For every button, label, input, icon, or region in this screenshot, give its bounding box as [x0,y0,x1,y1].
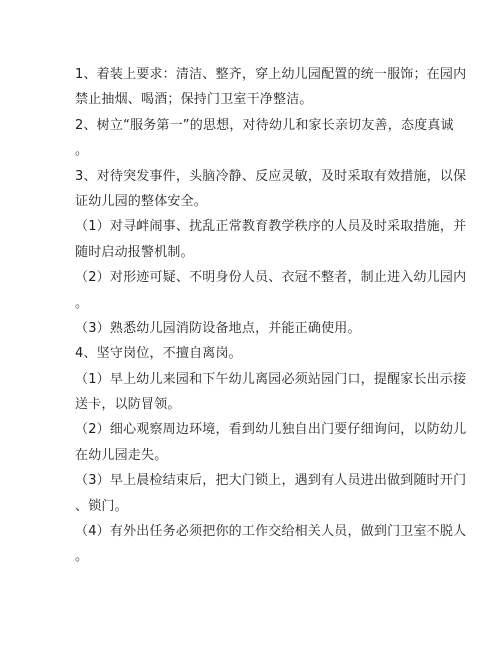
paragraph-4-4 [75,519,467,570]
paragraph-line: 4、坚守岗位，不擅自离岗。 [75,346,242,362]
paragraph-line: （3）早上晨检结束后，把大门锁上，遇到有人员进出做到随时开门 [75,473,467,489]
paragraph-4 [75,341,445,366]
paragraph-3 [75,164,467,215]
paragraph-line: （1）早上幼儿来园和下午幼儿离园必须站园门口，提醒家长出示接 [75,371,467,387]
paragraph-line: 在幼儿园走失。 [75,447,168,463]
paragraph-4-1 [75,367,467,418]
paragraph-line: 3、对待突发事件，头脑冷静、反应灵敏，及时采取有效措施，以保 [75,168,467,184]
paragraph-3-1 [75,214,467,265]
paragraph-line: 送卡，以防冒领。 [75,397,181,413]
paragraph-line: 随时启动报警机制。 [75,244,194,260]
paragraph-line: 。 [75,143,89,159]
paragraph-line: （2）细心观察周边环境，看到幼儿独自出门要仔细询问，以防幼儿 [75,422,467,438]
paragraph-line: （2）对形迹可疑、不明身份人员、衣冠不整者，制止进入幼儿园内 [75,270,467,286]
paragraph-line: 禁止抽烟、喝酒；保持门卫室干净整洁。 [75,92,313,108]
paragraph-3-2 [75,265,467,316]
paragraph-line: （1）对寻衅闹事、扰乱正常教育教学秩序的人员及时采取措施，并 [75,219,467,235]
paragraph-line: （3）熟悉幼儿园消防设备地点，并能正确使用。 [75,320,361,336]
paragraph-1 [75,62,467,113]
paragraph-4-3 [75,468,467,519]
paragraph-line: 。 [75,295,89,311]
paragraph-4-2 [75,417,467,468]
paragraph-line: 、锁门。 [75,498,128,514]
paragraph-line: （4）有外出任务必须把你的工作交给相关人员，做到门卫室不脱人 [75,524,467,540]
document-body [75,62,467,570]
paragraph-line: 证幼儿园的整体安全。 [75,193,208,209]
paragraph-line: 2、树立“服务第一”的思想，对待幼儿和家长亲切友善，态度真诚 [75,117,454,133]
paragraph-3-3 [75,316,445,341]
paragraph-2 [75,113,454,164]
paragraph-line: 。 [75,549,89,565]
paragraph-line: 1、着装上要求：清洁、整齐，穿上幼儿园配置的统一服饰；在园内 [75,67,467,82]
